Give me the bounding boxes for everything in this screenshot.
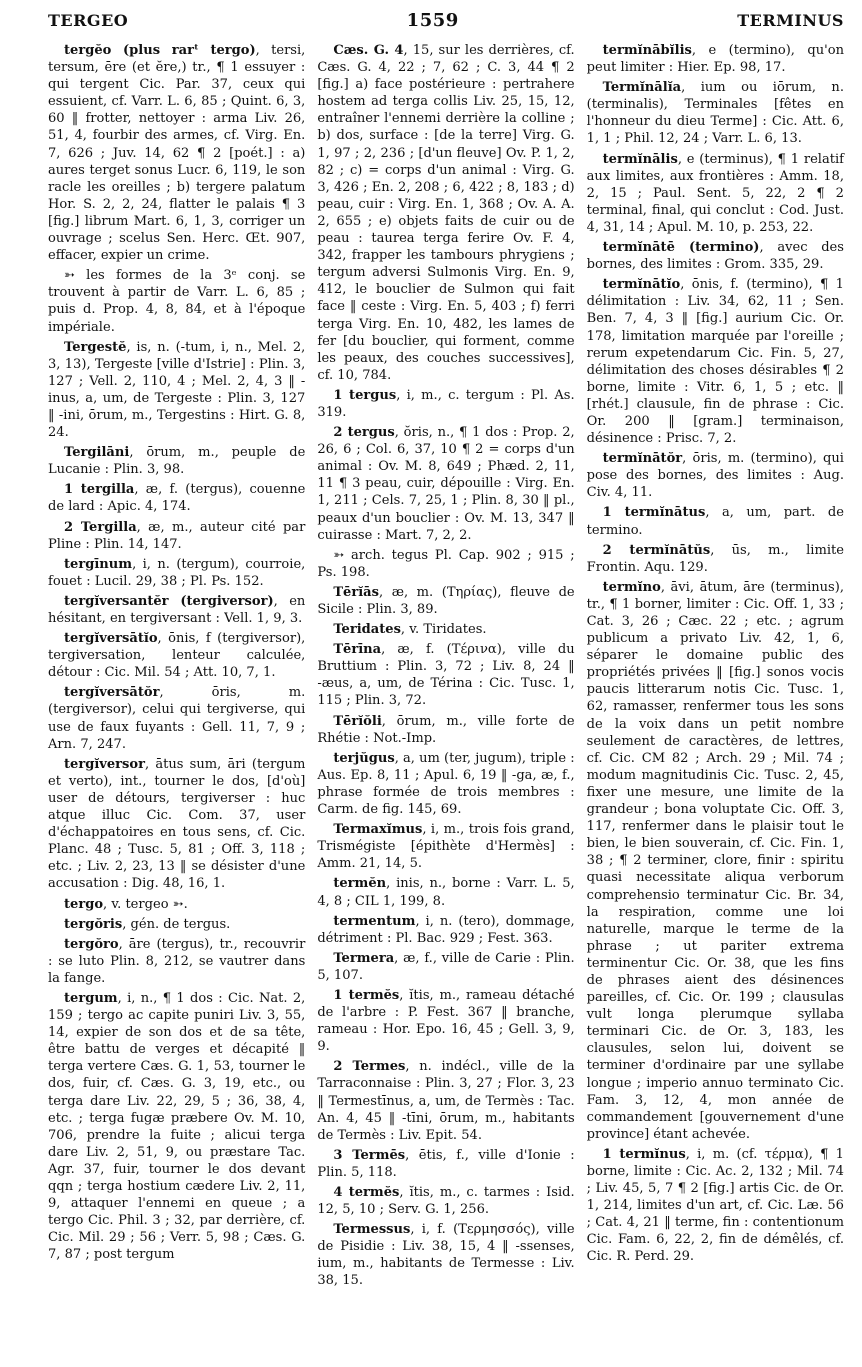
page-number: 1559 (406, 10, 459, 31)
dictionary-entry: tergŏro, āre (tergus), tr., recouvrir : se luto Plin. 8, 212, se vautrer dans la fange. (48, 936, 306, 986)
dictionary-entry: Tergestĕ, is, n. (-tum, i, n., Mel. 2, 3, 13), Tergeste [ville d'Istrie] : Plin. 3, 127 ; Vell. 2, 110, 4 ; Mel. 2, 4, 3 ‖ -inus, a, um, de Tergeste : Plin. 3, 127 ‖ -ini, ōrum, m., Tergestins : Hirt. G. 8, 24. (48, 339, 306, 441)
dictionary-entry: 2 termĭnātŭs, ūs, m., limite Frontin. Aqu. 129. (586, 542, 844, 575)
dictionary-entry: termĭnātē (termino), avec des bornes, des limites : Grom. 335, 29. (586, 240, 844, 273)
page-header (48, 10, 844, 38)
dictionary-entry: Termaxĭmus, i, m., trois fois grand, Trismégiste [épithète d'Hermès] : Amm. 21, 14, 5. (317, 822, 575, 872)
dictionary-entry: Cæs. G. 4, 15, sur les derrières, cf. Cæs. G. 4, 22 ; 7, 62 ; C. 3, 44 ¶ 2 [fig.] a) face postérieure : pertrahere hostem ad terga collis Liv. 25, 15, 12, entraîner l'ennemi derrière la colline ; b) dos, surface : [de la terre] Virg. G. 1, 97 ; 2, 236 ; [d'un fleuve] Ov. P. 1, 2, 82 ; c) = corps d'un animal : Virg. G. 3, 426 ; En. 2, 208 ; 6, 422 ; 8, 183 ; d) peau, cuir : Virg. En. 1, 368 ; Ov. A. A. 2, 655 ; e) objets faits de cuir ou de peau : taurea terga ferire Ov. F. 4, 342, frapper les tambours phrygiens ; tergum adversi Sulmonis Virg. En. 9, 412, le bouclier de Sulmon qui fait face ‖ ceste : Virg. En. 5, 403 ; f) ferri terga Virg. En. 10, 482, les lames de fer [du bouclier, qui forment, comme les peaux, des couches successives], cf. 10, 784. (317, 43, 575, 383)
dictionary-entry: 2 tergus, ŏris, n., ¶ 1 dos : Prop. 2, 26, 6 ; Col. 6, 37, 10 ¶ 2 = corps d'un animal : Ov. M. 8, 649 ; Phæd. 2, 11, 11 ¶ 3 peau, cuir, dépouille : Virg. En. 1, 211 ; Cels. 7, 25, 1 ; Plin. 8, 30 ‖ pl., peaux d'un bouclier : Ov. M. 13, 347 ‖ cuirasse : Mart. 7, 2, 2. (317, 425, 575, 543)
dictionary-entry: tergĕo (plus rarᵗ tergo), tersi, tersum, ēre (et ĕre,) tr., ¶ 1 essuyer : qui tergent Cic. Par. 37, ceux qui essuient, cf. Varr. L. 6, 85 ; Quint. 6, 3, 60 ‖ frotter, nettoyer : arma Liv. 26, 51, 4, fourbir des armes, cf. Virg. En. 7, 626 ; Juv. 14, 62 ¶ 2 [poét.] : a) aures terget sonus Lucr. 6, 119, le son racle les oreilles ; b) tergere palatum Hor. S. 2, 2, 24, flatter le palais ¶ 3 [fig.] librum Mart. 6, 1, 3, corriger un ouvrage ; scelus Sen. Herc. Œt. 907, effacer, expier un crime. (48, 43, 306, 264)
dictionary-entry: termĭnātŏr, ōris, m. (termino), qui pose des bornes, des limites : Aug. Civ. 4, 11. (586, 451, 844, 501)
dictionary-entry: 2 Termes, n. indécl., ville de la Tarraconnaise : Plin. 3, 27 ; Flor. 3, 23 ‖ Termestīnus, a, um, de Termès : Tac. An. 4, 45 ‖ -tīni, ōrum, m., habitants de Termès : Liv. Epit. 54. (317, 1059, 575, 1143)
dictionary-entry: termĭnālis, e (terminus), ¶ 1 relatif aux limites, aux frontières : Amm. 18, 2, 15 ; Paul. Sent. 5, 22, 2 ¶ 2 terminal, final, qui conclut : Cod. Just. 4, 31, 14 ; Apul. M. 10, p. 253, 22. (586, 151, 844, 235)
dictionary-entry: 1 termĭnus, i, m. (cf. τέρμα), ¶ 1 borne, limite : Cic. Ac. 2, 132 ; Mil. 74 ; Liv. 45, 5, 7 ¶ 2 [fig.] artis Cic. de Or. 1, 214, limites d'un art, cf. Cic. Læ. 56 ; Cat. 4, 21 ‖ terme, fin : contentionum Cic. Fam. 6, 22, 2, fin de démêlés, cf. Cic. R. Perd. 29. (586, 1146, 844, 1265)
dictionary-entry: Termera, æ, f., ville de Carie : Plin. 5, 107. (317, 950, 575, 983)
header-right-word: TERMINUS (737, 11, 844, 30)
dictionary-entry: Tērĭās, æ, m. (Τηρίας), fleuve de Sicile : Plin. 3, 89. (317, 584, 575, 617)
column-2 (317, 42, 574, 1293)
dictionary-entry: 3 Termēs, ētis, f., ville d'Ionie : Plin. 5, 118. (317, 1147, 575, 1180)
dictionary-entry: 1 tergus, i, m., c. tergum : Pl. As. 319. (317, 387, 575, 420)
dictionary-entry: ➳ les formes de la 3ᵉ conj. se trouvent à partir de Varr. L. 6, 85 ; puis d. Prop. 4, 8, 84, et à l'époque impériale. (48, 268, 306, 335)
dictionary-entry: tergŏris, gén. de tergus. (64, 916, 231, 932)
dictionary-entry: tergo, v. tergeo ➳. (64, 896, 188, 912)
text-columns (48, 42, 844, 1293)
dictionary-entry: Tergilāni, ōrum, m., peuple de Lucanie : Plin. 3, 98. (48, 445, 306, 478)
dictionary-entry: termĭno, āvi, ātum, āre (terminus), tr., ¶ 1 borner, limiter : Cic. Off. 1, 33 ; Cat. 3, 26 ; Cæc. 22 ; etc. ; agrum publicum a privato Liv. 42, 1, 6, séparer le domaine public des propriétés privées ‖ [fig.] sonos vocis paucis litterarum notis Cic. Tusc. 1, 62, ramasser, renfermer tous les sons de la voix dans un petit nombre seulement de caractères, de lettres, cf. Cic. CM 82 ; Arch. 29 ; Mil. 74 ; modum magnitudinis Cic. Tusc. 2, 45, fixer une mesure, une limite de la grandeur ; bona voluptate Cic. Off. 3, 117, renfermer dans le plaisir tout le bien, le bien souverain, cf. Cic. Fin. 1, 38 ; ¶ 2 terminer, clore, finir : spiritu quasi necessitate aliqua verborum comprehensio terminatur Cic. Br. 34, la respiration, comme une loi naturelle, marque le terme de la phrase ; ut pariter extrema terminentur Cic. Or. 38, que les fins de phrases aient des désinences pareilles, cf. Cic. Or. 199 ; clausulas vult longa plerumque syllaba terminari Cic. de Or. 3, 183, les clausules, selon lui, doivent se terminer d'ordinaire par une syllabe longue ; imperio annuo terminato Cic. Fam. 3, 12, 4, mon année de commandement [gouvernement d'une province] étant achevée. (586, 579, 844, 1142)
dictionary-entry: termĭnābĭlis, e (termino), qu'on peut limiter : Hier. Ep. 98, 17. (586, 43, 844, 76)
dictionary-entry: 4 termĕs, ĭtis, m., c. tarmes : Isid. 12, 5, 10 ; Serv. G. 1, 256. (317, 1185, 575, 1218)
dictionary-entry: 1 termĭnātus, a, um, part. de termino. (586, 505, 844, 538)
dictionary-entry: Termessus, i, f. (Τερμησσός), ville de Pisidie : Liv. 38, 15, 4 ‖ -ssenses, ium, m., habitants de Termesse : Liv. 38, 15. (317, 1222, 575, 1289)
dictionary-entry: tergĭversor, ātus sum, āri (tergum et verto), int., tourner le dos, [d'où] user de détours, tergiverser : huc atque illuc Cic. Com. 37, user d'échappatoires en tous sens, cf. Cic. Planc. 48 ; Tusc. 5, 81 ; Off. 3, 118 ; etc. ; Liv. 2, 23, 13 ‖ se désister d'une accusation : Dig. 48, 16, 1. (48, 756, 306, 892)
column-1 (48, 42, 305, 1293)
dictionary-entry: termĕn, inis, n., borne : Varr. L. 5, 4, 8 ; CIL 1, 199, 8. (317, 876, 575, 909)
dictionary-entry: 1 tergilla, æ, f. (tergus), couenne de lard : Apic. 4, 174. (48, 482, 306, 515)
dictionary-entry: Tērīna, æ, f. (Τέρινα), ville du Bruttium : Plin. 3, 72 ; Liv. 8, 24 ‖ -æus, a, um, de Térina : Cic. Tusc. 1, 115 ; Plin. 3, 72. (317, 642, 575, 709)
dictionary-entry: Termĭnālĭa, ium ou iōrum, n. (terminalis), Terminales [fêtes en l'honneur du dieu Terme] : Cic. Att. 6, 1, 1 ; Phil. 12, 24 ; Varr. L. 6, 13. (586, 80, 844, 147)
dictionary-entry: tergĭversātŏr, ōris, m. (tergiversor), celui qui tergiverse, qui use de faux fuyants : Gell. 11, 7, 9 ; Arn. 7, 247. (48, 685, 306, 752)
dictionary-entry: termentum, i, n. (tero), dommage, détriment : Pl. Bac. 929 ; Fest. 363. (317, 913, 575, 946)
dictionary-entry: tergĭversantĕr (tergiversor), en hésitant, en tergiversant : Vell. 1, 9, 3. (48, 593, 306, 626)
dictionary-entry: tergĭversātĭo, ōnis, f (tergiversor), tergiversation, lenteur calculée, détour : Cic. Mil. 54 ; Att. 10, 7, 1. (48, 631, 306, 681)
dictionary-entry: 2 Tergilla, æ, m., auteur cité par Pline : Plin. 14, 147. (48, 519, 306, 552)
column-3 (587, 42, 844, 1293)
dictionary-entry: tergum, i, n., ¶ 1 dos : Cic. Nat. 2, 159 ; tergo ac capite puniri Liv. 3, 55, 14, expier de son dos et de sa tête, être battu de verges et décapité ‖ terga vertere Cæs. G. 1, 53, tourner le dos, fuir, cf. Cæs. G. 3, 19, etc., ou terga dare Liv. 22, 29, 5 ; 36, 38, 4, etc. ; terga fugæ præbere Ov. M. 10, 706, prendre la fuite ; alicui terga dare Liv. 2, 51, 9, ou præstare Tac. Agr. 37, fuir, tourner le dos devant qqn ; terga hostium cædere Liv. 2, 11, 9, attaquer l'ennemi en queue ; a tergo Cic. Phil. 3 ; 32, par derrière, cf. Cic. Mil. 29 ; 56 ; Verr. 5, 98 ; Cæs. G. 7, 87 ; post tergum (48, 990, 306, 1263)
dictionary-entry: termĭnātĭo, ōnis, f. (termino), ¶ 1 délimitation : Liv. 34, 62, 11 ; Sen. Ben. 7, 4, 3 ‖ [fig.] aurium Cic. Or. 178, limitation marquée par l'oreille ; rerum expetendarum Cic. Fin. 5, 27, délimitation des choses désirables ¶ 2 borne, limite : Vitr. 6, 1, 5 ; etc. ‖ [rhét.] clausule, fin de phrase : Cic. Or. 200 ‖ [gram.] terminaison, désinence : Prisc. 7, 2. (586, 277, 844, 447)
dictionary-entry: Teridates, v. Tiridates. (333, 622, 487, 638)
header-left-word: TERGEO (48, 11, 129, 30)
dictionary-entry: terjŭgus, a, um (ter, jugum), triple : Aus. Ep. 8, 11 ; Apul. 6, 19 ‖ -ga, æ, f., phrase formée de trois membres : Carm. de fig. 145, 69. (317, 750, 575, 818)
dictionary-entry: 1 termĕs, ĭtis, m., rameau détaché de l'arbre : P. Fest. 367 ‖ branche, rameau : Hor. Epo. 16, 45 ; Gell. 3, 9, 9. (317, 987, 575, 1055)
dictionary-entry: Tērĭŏli, ōrum, m., ville forte de Rhétie : Not.-Imp. (317, 713, 575, 746)
dictionary-entry: ➳ arch. tegus Pl. Cap. 902 ; 915 ; Ps. 198. (317, 547, 575, 580)
dictionary-entry: tergīnum, i, n. (tergum), courroie, fouet : Lucil. 29, 38 ; Pl. Ps. 152. (48, 556, 306, 589)
